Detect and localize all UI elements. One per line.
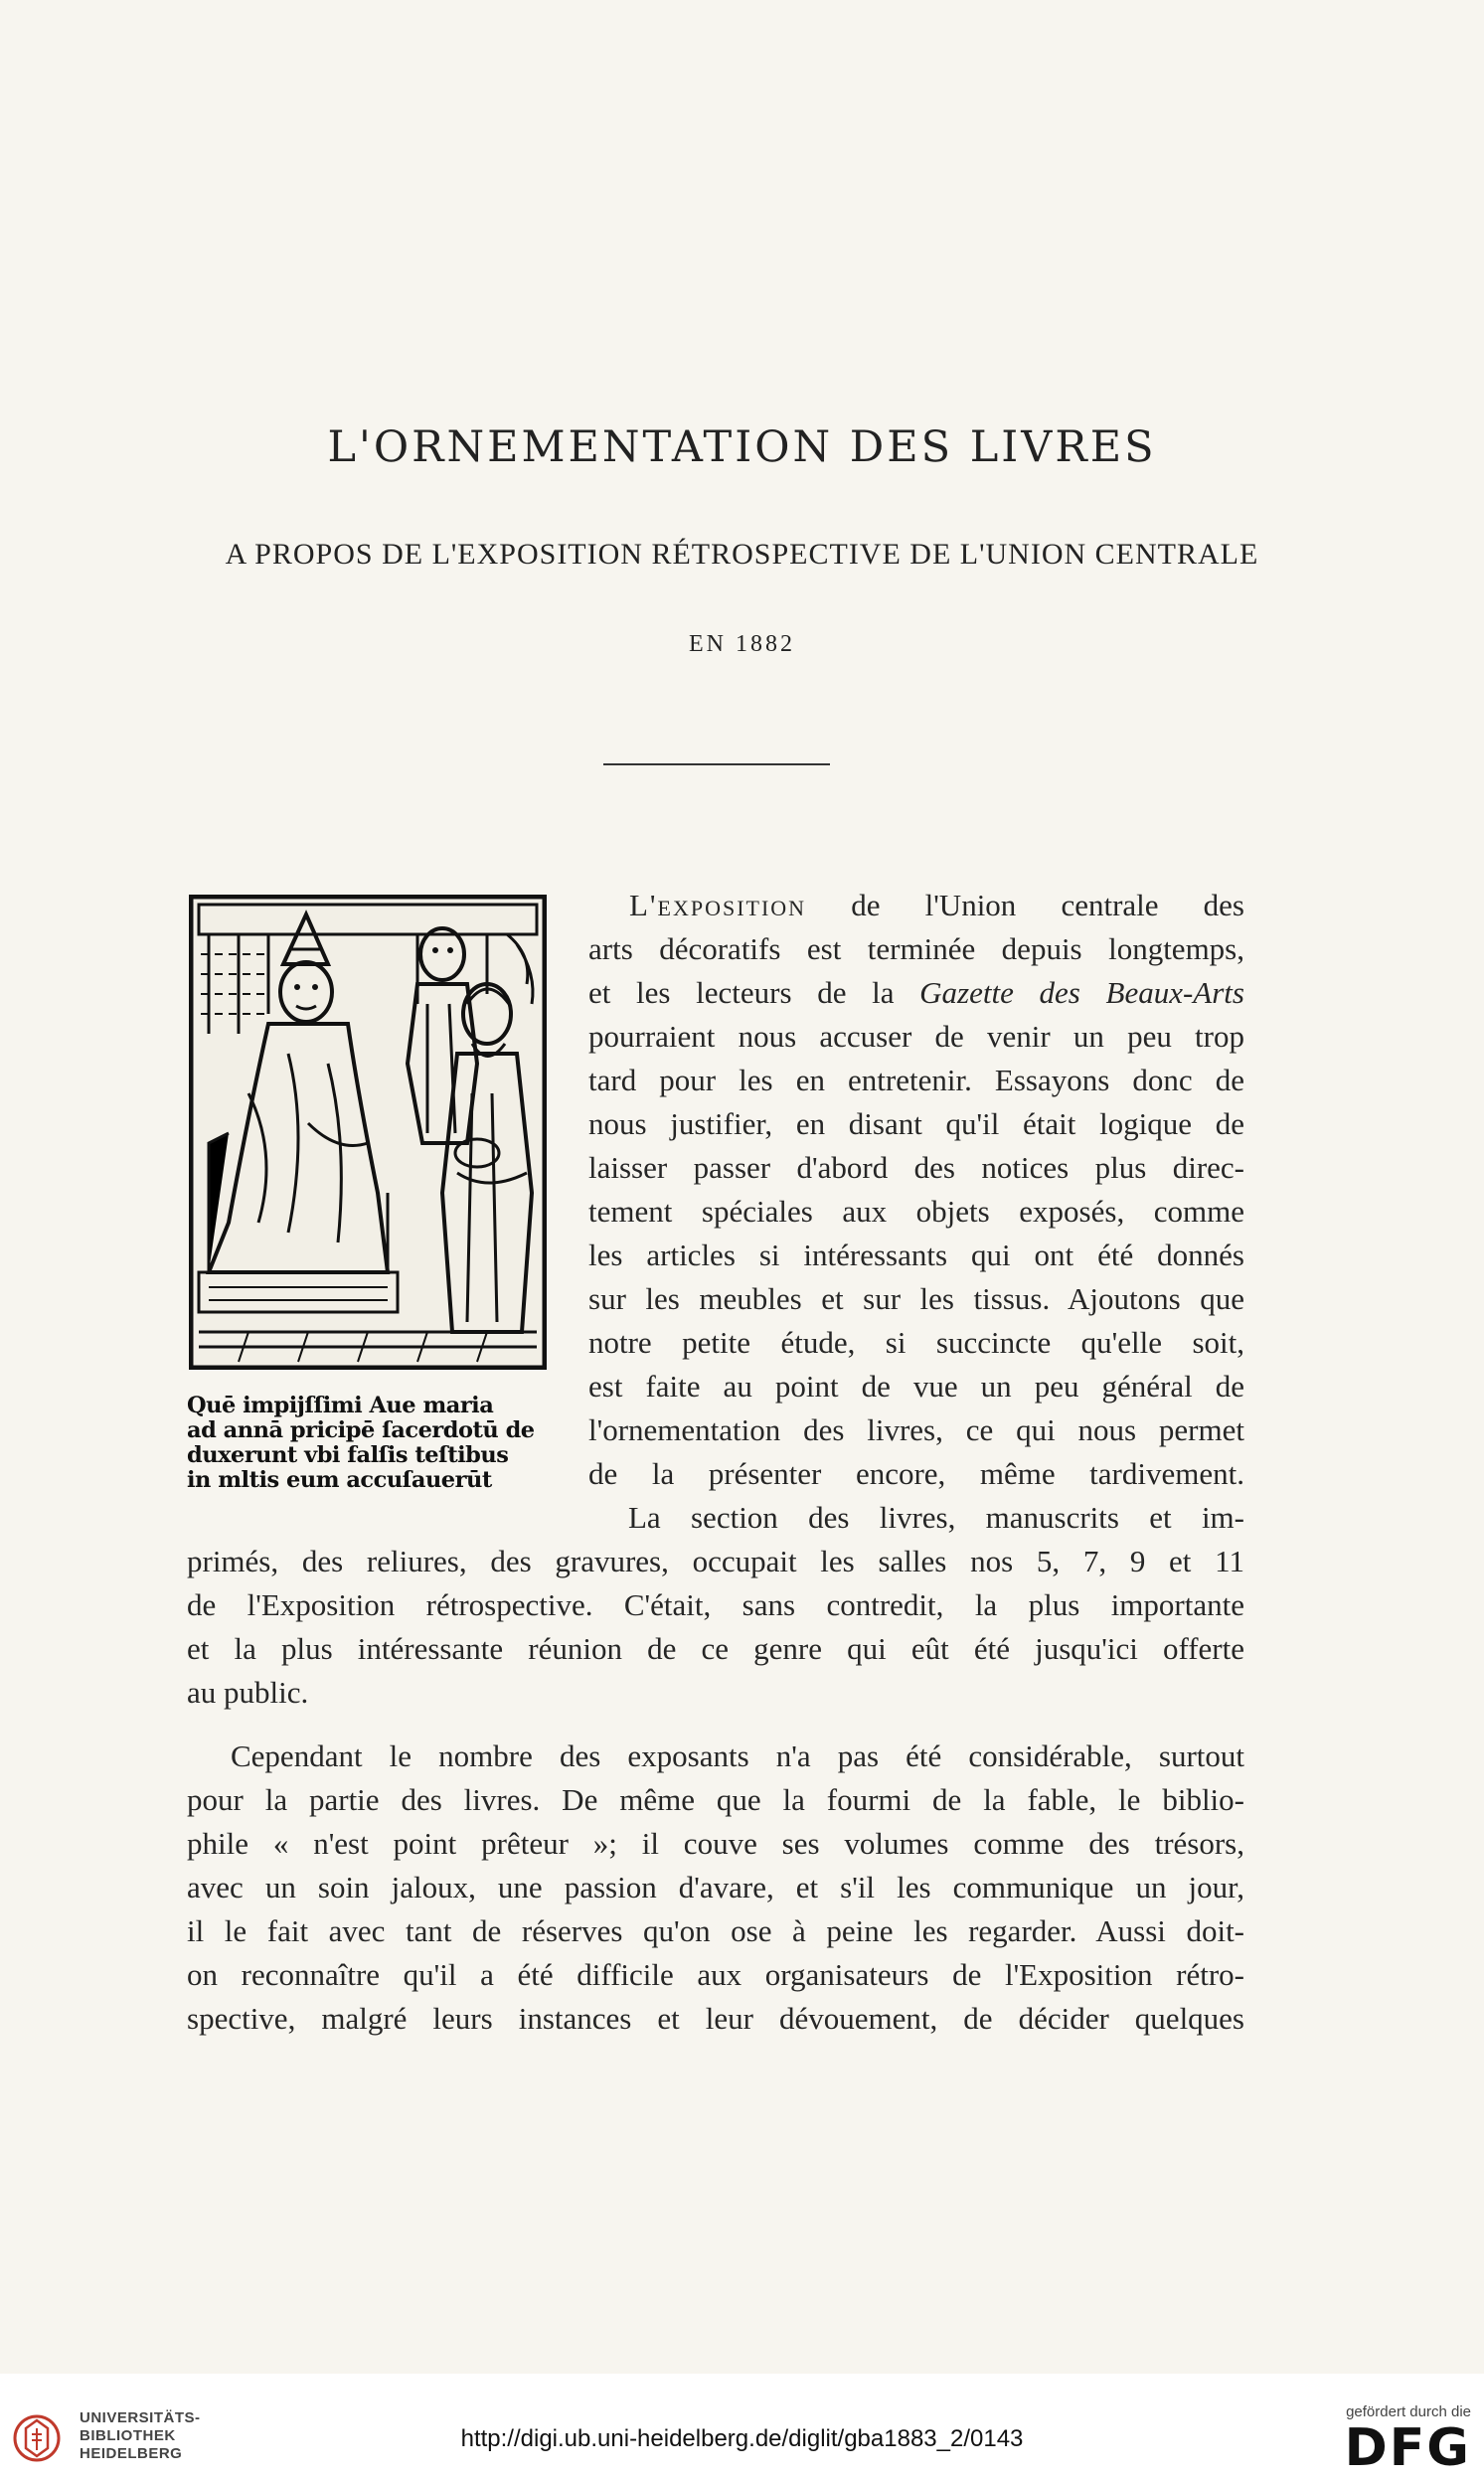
article-subtitle: A PROPOS DE L'EXPOSITION RÉTROSPECTIVE DE L'UNION CENTRALE	[225, 538, 1259, 571]
body-line: au public.	[187, 1675, 309, 1710]
body-line: est faite au point de vue un peu général de	[588, 1369, 1244, 1404]
body-line: et la plus intéressante réunion de ce genre qui eût été jusqu'ici offerte	[187, 1631, 1244, 1666]
body-line: La section des livres, manuscrits et im-	[628, 1500, 1244, 1535]
body-line: nous justifier, en disant qu'il était logique de	[588, 1106, 1244, 1141]
body-line: tement spéciales aux objets exposés, comme	[588, 1194, 1244, 1229]
body-line: il le fait avec tant de réserves qu'on ose à peine les regarder. Aussi doit-	[187, 1913, 1244, 1948]
body-line: sur les meubles et sur les tissus. Ajoutons que	[588, 1281, 1244, 1316]
woodcut-illustration-icon	[189, 895, 547, 1370]
body-line: pourraient nous accuser de venir un peu trop	[588, 1019, 1244, 1054]
body-line: pour la partie des livres. De même que la fourmi de la fable, le biblio-	[187, 1782, 1244, 1817]
lead-word: L'exposition	[629, 888, 807, 922]
body-line: et les lecteurs de la Gazette des Beaux-Arts	[588, 975, 1244, 1010]
body-line: primés, des reliures, des gravures, occupait les salles nos 5, 7, 9 et 11	[187, 1544, 1244, 1578]
body-line: Cependant le nombre des exposants n'a pas été considérable, surtout	[231, 1738, 1244, 1773]
body-line: de la présenter encore, même tardivement.	[588, 1456, 1244, 1491]
body-line: avec un soin jaloux, une passion d'avare, et s'il les communique un jour,	[187, 1870, 1244, 1904]
dfg-logo: DFG	[1344, 2418, 1471, 2478]
body-line: spective, malgré leurs instances et leur dévouement, de décider quelques	[187, 2001, 1244, 2036]
body-line: arts décoratifs est terminée depuis longtemps,	[588, 931, 1244, 966]
sponsor-label: gefördert durch die	[1346, 2403, 1471, 2420]
caption-line: Quē impijſſimi Aue maria	[187, 1393, 494, 1418]
body-line: phile « n'est point prêteur »; il couve ses volumes comme des trésors,	[187, 1826, 1244, 1861]
caption-line: duxerunt vbi falſis teſtibus	[187, 1442, 509, 1468]
title-divider	[603, 763, 830, 765]
body-line: laisser passer d'abord des notices plus direc-	[588, 1150, 1244, 1185]
article-title: L'ORNEMENTATION DES LIVRES	[327, 422, 1157, 472]
woodcut-caption	[187, 1394, 547, 1493]
body-line: tard pour les en entretenir. Essayons donc de	[588, 1063, 1244, 1097]
body-line: les articles si intéressants qui ont été donnés	[588, 1238, 1244, 1272]
body-line: on reconnaître qu'il a été difficile aux organisateurs de l'Exposition rétro-	[187, 1957, 1244, 1992]
caption-line: in mltis eum accuſauerūt	[187, 1467, 492, 1493]
journal-name: Gazette des Beaux-Arts	[919, 975, 1244, 1010]
article-year: EN 1882	[689, 631, 795, 657]
institution-name: UNIVERSITÄTS- BIBLIOTHEK HEIDELBERG	[80, 2409, 201, 2462]
body-line: L'exposition de l'Union centrale des	[629, 888, 1244, 922]
caption-line: ad annā pricipē ſacerdotū de	[187, 1417, 535, 1443]
body-line: notre petite étude, si succincte qu'elle soit,	[588, 1325, 1244, 1360]
body-line: de l'Exposition rétrospective. C'était, sans contredit, la plus importante	[187, 1587, 1244, 1622]
body-line: l'ornementation des livres, ce qui nous permet	[588, 1412, 1244, 1447]
permalink-url[interactable]: http://digi.ub.uni-heidelberg.de/diglit/gba1883_2/0143	[460, 2425, 1024, 2452]
sponsor-block	[1282, 2403, 1471, 2476]
